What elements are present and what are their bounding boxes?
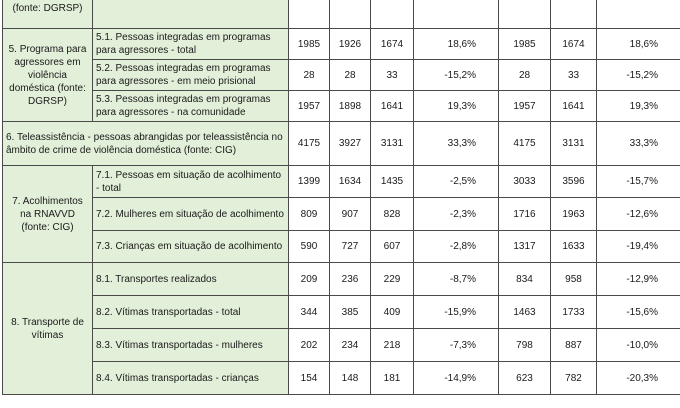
indicator-cell bbox=[93, 0, 289, 29]
percent-cell: -2,3% bbox=[414, 198, 499, 231]
percent-cell: 18,6% bbox=[414, 29, 499, 60]
value-cell: 148 bbox=[330, 362, 371, 395]
category-cell: 8. Transporte de vítimas bbox=[3, 263, 93, 395]
percent-cell: -19,4% bbox=[597, 231, 680, 263]
percent-cell: 18,6% bbox=[597, 29, 680, 60]
value-cell: 3131 bbox=[551, 122, 597, 166]
value-cell: 4175 bbox=[289, 122, 330, 166]
value-cell: 234 bbox=[330, 329, 371, 362]
table-row bbox=[3, 60, 680, 91]
percent-cell: -15,2% bbox=[597, 60, 680, 91]
indicator-cell: 8.4. Vítimas transportadas - crianças bbox=[93, 362, 289, 395]
indicator-cell: 6. Teleassistência - pessoas abrangidas por teleassistência no âmbito de crime de violência doméstica (fonte: CIG) bbox=[3, 122, 289, 166]
value-cell: 1957 bbox=[289, 91, 330, 122]
table-row bbox=[3, 122, 680, 166]
value-cell: 4175 bbox=[499, 122, 551, 166]
value-cell: 1957 bbox=[499, 91, 551, 122]
value-cell: 181 bbox=[371, 362, 414, 395]
percent-cell: -15,9% bbox=[414, 296, 499, 329]
value-cell: 1463 bbox=[499, 296, 551, 329]
table-row bbox=[3, 263, 680, 296]
value-cell: 229 bbox=[371, 263, 414, 296]
value-cell: 33 bbox=[371, 60, 414, 91]
percent-cell: 19,3% bbox=[414, 91, 499, 122]
indicator-cell: 7.3. Crianças em situação de acolhimento bbox=[93, 231, 289, 263]
percent-cell: 19,3% bbox=[597, 91, 680, 122]
value-cell: 344 bbox=[289, 296, 330, 329]
value-cell: 209 bbox=[289, 263, 330, 296]
category-cell: 7. Acolhimentos na RNAVVD (fonte: CIG) bbox=[3, 166, 93, 263]
category-cell: 5. Programa para agressores em violência doméstica (fonte: DGRSP) bbox=[3, 29, 93, 122]
value-cell: 3927 bbox=[330, 122, 371, 166]
statistics-table bbox=[2, 0, 680, 395]
value-cell: 202 bbox=[289, 329, 330, 362]
table-row bbox=[3, 29, 680, 60]
percent-cell: -12,6% bbox=[597, 198, 680, 231]
value-cell: 1963 bbox=[551, 198, 597, 231]
table-row bbox=[3, 91, 680, 122]
percent-cell: -12,9% bbox=[597, 263, 680, 296]
indicator-cell: 8.3. Vítimas transportadas - mulheres bbox=[93, 329, 289, 362]
value-cell: 218 bbox=[371, 329, 414, 362]
value-cell: 958 bbox=[551, 263, 597, 296]
value-cell: 1633 bbox=[551, 231, 597, 263]
percent-cell: 33,3% bbox=[414, 122, 499, 166]
percent-cell: -14,9% bbox=[414, 362, 499, 395]
value-cell: 28 bbox=[330, 60, 371, 91]
indicator-cell: 8.1. Transportes realizados bbox=[93, 263, 289, 296]
percent-cell: -15,2% bbox=[414, 60, 499, 91]
percent-cell: -7,3% bbox=[414, 329, 499, 362]
percent-cell: -20,3% bbox=[597, 362, 680, 395]
percent-cell: 33,3% bbox=[597, 122, 680, 166]
indicator-cell: 5.1. Pessoas integradas em programas para agressores - total bbox=[93, 29, 289, 60]
indicator-cell: 8.2. Vítimas transportadas - total bbox=[93, 296, 289, 329]
value-cell: 1634 bbox=[330, 166, 371, 198]
percent-cell: -10,0% bbox=[597, 329, 680, 362]
indicator-cell: 5.3. Pessoas integradas em programas para agressores - na comunidade bbox=[93, 91, 289, 122]
value-cell: 1985 bbox=[289, 29, 330, 60]
table-row bbox=[3, 362, 680, 395]
value-cell: 834 bbox=[499, 263, 551, 296]
value-cell: 28 bbox=[499, 60, 551, 91]
table-row bbox=[3, 166, 680, 198]
value-cell: 1641 bbox=[371, 91, 414, 122]
percent-cell: -15,6% bbox=[597, 296, 680, 329]
value-cell: 1399 bbox=[289, 166, 330, 198]
value-cell: 1733 bbox=[551, 296, 597, 329]
value-cell: 782 bbox=[551, 362, 597, 395]
value-cell: 907 bbox=[330, 198, 371, 231]
table-row bbox=[3, 329, 680, 362]
value-cell: 3033 bbox=[499, 166, 551, 198]
table-row bbox=[3, 231, 680, 263]
value-cell: 828 bbox=[371, 198, 414, 231]
value-cell: 607 bbox=[371, 231, 414, 263]
value-cell: 3131 bbox=[371, 122, 414, 166]
value-cell: 887 bbox=[551, 329, 597, 362]
value-cell: 1985 bbox=[499, 29, 551, 60]
value-cell: 409 bbox=[371, 296, 414, 329]
percent-cell: -2,8% bbox=[414, 231, 499, 263]
percent-cell: -2,5% bbox=[414, 166, 499, 198]
percent-cell: -15,7% bbox=[597, 166, 680, 198]
category-cell: (fonte: DGRSP) bbox=[3, 0, 93, 29]
table-row bbox=[3, 0, 680, 29]
indicator-cell: 5.2. Pessoas integradas em programas para agressores - em meio prisional bbox=[93, 60, 289, 91]
table-row bbox=[3, 296, 680, 329]
value-cell: 1926 bbox=[330, 29, 371, 60]
value-cell: 809 bbox=[289, 198, 330, 231]
indicator-cell: 7.1. Pessoas em situação de acolhimento - total bbox=[93, 166, 289, 198]
value-cell: 33 bbox=[551, 60, 597, 91]
value-cell: 798 bbox=[499, 329, 551, 362]
value-cell: 236 bbox=[330, 263, 371, 296]
value-cell: 623 bbox=[499, 362, 551, 395]
value-cell: 1317 bbox=[499, 231, 551, 263]
value-cell: 154 bbox=[289, 362, 330, 395]
value-cell: 590 bbox=[289, 231, 330, 263]
value-cell: 1641 bbox=[551, 91, 597, 122]
indicator-cell: 7.2. Mulheres em situação de acolhimento bbox=[93, 198, 289, 231]
value-cell: 1674 bbox=[371, 29, 414, 60]
value-cell: 1898 bbox=[330, 91, 371, 122]
value-cell: 1435 bbox=[371, 166, 414, 198]
percent-cell: -8,7% bbox=[414, 263, 499, 296]
value-cell: 1716 bbox=[499, 198, 551, 231]
value-cell: 28 bbox=[289, 60, 330, 91]
value-cell: 385 bbox=[330, 296, 371, 329]
value-cell: 3596 bbox=[551, 166, 597, 198]
table-row bbox=[3, 198, 680, 231]
value-cell: 727 bbox=[330, 231, 371, 263]
value-cell: 1674 bbox=[551, 29, 597, 60]
